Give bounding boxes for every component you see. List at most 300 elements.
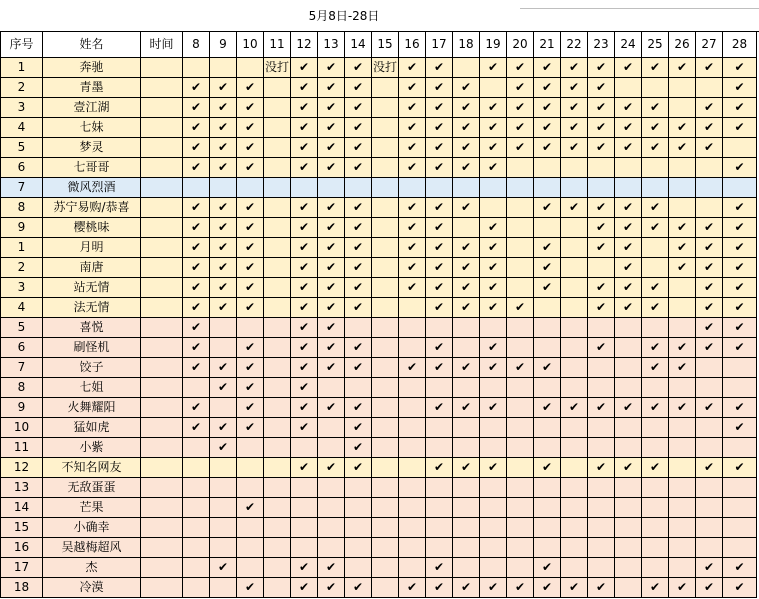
cell-empty[interactable] bbox=[345, 178, 372, 198]
cell-empty[interactable] bbox=[399, 298, 426, 318]
cell-index[interactable]: 5 bbox=[1, 318, 43, 338]
cell-empty[interactable] bbox=[264, 118, 291, 138]
cell-empty[interactable] bbox=[588, 558, 615, 578]
check-mark-icon[interactable]: ✔ bbox=[723, 238, 757, 258]
cell-empty[interactable] bbox=[237, 478, 264, 498]
cell-empty[interactable] bbox=[534, 338, 561, 358]
check-mark-icon[interactable]: ✔ bbox=[615, 278, 642, 298]
check-mark-icon[interactable]: ✔ bbox=[426, 118, 453, 138]
check-mark-icon[interactable]: ✔ bbox=[345, 338, 372, 358]
check-mark-icon[interactable]: ✔ bbox=[318, 158, 345, 178]
check-mark-icon[interactable]: ✔ bbox=[507, 98, 534, 118]
check-mark-icon[interactable]: ✔ bbox=[318, 138, 345, 158]
cell-empty[interactable] bbox=[615, 578, 642, 598]
cell-empty[interactable] bbox=[318, 438, 345, 458]
check-mark-icon[interactable]: ✔ bbox=[669, 338, 696, 358]
cell-empty[interactable] bbox=[588, 378, 615, 398]
check-mark-icon[interactable]: ✔ bbox=[318, 118, 345, 138]
check-mark-icon[interactable]: ✔ bbox=[480, 58, 507, 78]
check-mark-icon[interactable]: ✔ bbox=[642, 118, 669, 138]
cell-empty[interactable] bbox=[588, 158, 615, 178]
check-mark-icon[interactable]: ✔ bbox=[588, 118, 615, 138]
cell-empty[interactable] bbox=[264, 358, 291, 378]
cell-time[interactable] bbox=[141, 398, 183, 418]
cell-empty[interactable] bbox=[210, 398, 237, 418]
check-mark-icon[interactable]: ✔ bbox=[291, 458, 318, 478]
cell-empty[interactable] bbox=[507, 218, 534, 238]
cell-empty[interactable] bbox=[480, 558, 507, 578]
cell-empty[interactable] bbox=[372, 378, 399, 398]
cell-empty[interactable] bbox=[372, 418, 399, 438]
check-mark-icon[interactable]: ✔ bbox=[561, 78, 588, 98]
cell-empty[interactable] bbox=[534, 438, 561, 458]
cell-empty[interactable] bbox=[696, 538, 723, 558]
check-mark-icon[interactable]: ✔ bbox=[318, 358, 345, 378]
check-mark-icon[interactable]: ✔ bbox=[210, 358, 237, 378]
check-mark-icon[interactable]: ✔ bbox=[210, 158, 237, 178]
cell-empty[interactable] bbox=[696, 78, 723, 98]
check-mark-icon[interactable]: ✔ bbox=[237, 298, 264, 318]
cell-empty[interactable] bbox=[696, 498, 723, 518]
cell-empty[interactable] bbox=[399, 538, 426, 558]
check-mark-icon[interactable]: ✔ bbox=[642, 458, 669, 478]
cell-empty[interactable] bbox=[507, 198, 534, 218]
cell-empty[interactable] bbox=[507, 318, 534, 338]
cell-empty[interactable] bbox=[696, 378, 723, 398]
cell-empty[interactable] bbox=[642, 378, 669, 398]
cell-empty[interactable] bbox=[561, 258, 588, 278]
check-mark-icon[interactable]: ✔ bbox=[291, 298, 318, 318]
header-day[interactable]: 26 bbox=[669, 32, 696, 58]
cell-empty[interactable] bbox=[264, 318, 291, 338]
check-mark-icon[interactable]: ✔ bbox=[237, 138, 264, 158]
cell-empty[interactable] bbox=[588, 258, 615, 278]
check-mark-icon[interactable]: ✔ bbox=[345, 398, 372, 418]
check-mark-icon[interactable]: ✔ bbox=[318, 398, 345, 418]
header-day[interactable]: 13 bbox=[318, 32, 345, 58]
cell-empty[interactable] bbox=[345, 518, 372, 538]
cell-time[interactable] bbox=[141, 378, 183, 398]
check-mark-icon[interactable]: ✔ bbox=[561, 118, 588, 138]
cell-time[interactable] bbox=[141, 278, 183, 298]
cell-empty[interactable] bbox=[372, 538, 399, 558]
check-mark-icon[interactable]: ✔ bbox=[723, 578, 757, 598]
cell-name[interactable]: 奔驰 bbox=[43, 58, 141, 78]
cell-time[interactable] bbox=[141, 238, 183, 258]
check-mark-icon[interactable]: ✔ bbox=[291, 238, 318, 258]
check-mark-icon[interactable]: ✔ bbox=[480, 298, 507, 318]
check-mark-icon[interactable]: ✔ bbox=[183, 138, 210, 158]
cell-name[interactable]: 喜悦 bbox=[43, 318, 141, 338]
check-mark-icon[interactable]: ✔ bbox=[723, 58, 757, 78]
check-mark-icon[interactable]: ✔ bbox=[237, 398, 264, 418]
cell-empty[interactable] bbox=[399, 318, 426, 338]
cell-empty[interactable] bbox=[183, 438, 210, 458]
cell-empty[interactable] bbox=[588, 498, 615, 518]
cell-empty[interactable] bbox=[372, 238, 399, 258]
check-mark-icon[interactable]: ✔ bbox=[210, 98, 237, 118]
check-mark-icon[interactable]: ✔ bbox=[291, 318, 318, 338]
check-mark-icon[interactable]: ✔ bbox=[480, 278, 507, 298]
cell-empty[interactable] bbox=[426, 538, 453, 558]
cell-empty[interactable] bbox=[264, 238, 291, 258]
check-mark-icon[interactable]: ✔ bbox=[426, 338, 453, 358]
cell-index[interactable]: 1 bbox=[1, 58, 43, 78]
cell-empty[interactable] bbox=[507, 258, 534, 278]
header-name[interactable]: 姓名 bbox=[43, 32, 141, 58]
check-mark-icon[interactable]: ✔ bbox=[669, 578, 696, 598]
cell-empty[interactable] bbox=[615, 318, 642, 338]
cell-empty[interactable] bbox=[588, 518, 615, 538]
check-mark-icon[interactable]: ✔ bbox=[318, 98, 345, 118]
cell-empty[interactable] bbox=[507, 498, 534, 518]
cell-empty[interactable] bbox=[669, 418, 696, 438]
cell-empty[interactable] bbox=[264, 478, 291, 498]
cell-empty[interactable] bbox=[183, 478, 210, 498]
cell-empty[interactable] bbox=[372, 258, 399, 278]
cell-index[interactable]: 8 bbox=[1, 378, 43, 398]
cell-empty[interactable] bbox=[561, 418, 588, 438]
check-mark-icon[interactable]: ✔ bbox=[453, 198, 480, 218]
check-mark-icon[interactable]: ✔ bbox=[291, 558, 318, 578]
cell-empty[interactable] bbox=[264, 158, 291, 178]
cell-empty[interactable] bbox=[534, 298, 561, 318]
check-mark-icon[interactable]: ✔ bbox=[723, 118, 757, 138]
check-mark-icon[interactable]: ✔ bbox=[399, 78, 426, 98]
cell-empty[interactable] bbox=[615, 498, 642, 518]
cell-time[interactable] bbox=[141, 518, 183, 538]
header-day[interactable]: 23 bbox=[588, 32, 615, 58]
cell-empty[interactable] bbox=[561, 538, 588, 558]
cell-empty[interactable] bbox=[318, 498, 345, 518]
header-day[interactable]: 12 bbox=[291, 32, 318, 58]
check-mark-icon[interactable]: ✔ bbox=[426, 558, 453, 578]
check-mark-icon[interactable]: ✔ bbox=[426, 278, 453, 298]
cell-index[interactable]: 15 bbox=[1, 518, 43, 538]
check-mark-icon[interactable]: ✔ bbox=[291, 338, 318, 358]
cell-empty[interactable] bbox=[399, 558, 426, 578]
cell-empty[interactable] bbox=[696, 198, 723, 218]
check-mark-icon[interactable]: ✔ bbox=[669, 218, 696, 238]
cell-time[interactable] bbox=[141, 138, 183, 158]
header-day[interactable]: 9 bbox=[210, 32, 237, 58]
cell-empty[interactable] bbox=[264, 178, 291, 198]
cell-empty[interactable] bbox=[561, 338, 588, 358]
check-mark-icon[interactable]: ✔ bbox=[291, 258, 318, 278]
cell-empty[interactable] bbox=[615, 158, 642, 178]
check-mark-icon[interactable]: ✔ bbox=[534, 78, 561, 98]
cell-empty[interactable] bbox=[507, 398, 534, 418]
cell-time[interactable] bbox=[141, 178, 183, 198]
cell-empty[interactable] bbox=[426, 418, 453, 438]
cell-empty[interactable] bbox=[264, 418, 291, 438]
check-mark-icon[interactable]: ✔ bbox=[210, 418, 237, 438]
cell-empty[interactable] bbox=[372, 518, 399, 538]
cell-empty[interactable] bbox=[561, 498, 588, 518]
cell-empty[interactable] bbox=[480, 198, 507, 218]
check-mark-icon[interactable]: ✔ bbox=[588, 98, 615, 118]
check-mark-icon[interactable]: ✔ bbox=[399, 578, 426, 598]
cell-empty[interactable] bbox=[399, 338, 426, 358]
check-mark-icon[interactable]: ✔ bbox=[723, 298, 757, 318]
cell-empty[interactable] bbox=[453, 338, 480, 358]
check-mark-icon[interactable]: ✔ bbox=[534, 118, 561, 138]
check-mark-icon[interactable]: ✔ bbox=[615, 58, 642, 78]
check-mark-icon[interactable]: ✔ bbox=[588, 398, 615, 418]
check-mark-icon[interactable]: ✔ bbox=[453, 458, 480, 478]
cell-empty[interactable] bbox=[696, 358, 723, 378]
cell-empty[interactable] bbox=[642, 78, 669, 98]
check-mark-icon[interactable]: ✔ bbox=[723, 398, 757, 418]
check-mark-icon[interactable]: ✔ bbox=[615, 398, 642, 418]
check-mark-icon[interactable]: ✔ bbox=[210, 118, 237, 138]
check-mark-icon[interactable]: ✔ bbox=[237, 218, 264, 238]
check-mark-icon[interactable]: ✔ bbox=[453, 78, 480, 98]
check-mark-icon[interactable]: ✔ bbox=[237, 278, 264, 298]
check-mark-icon[interactable]: ✔ bbox=[534, 458, 561, 478]
cell-empty[interactable] bbox=[318, 418, 345, 438]
cell-empty[interactable] bbox=[723, 178, 757, 198]
cell-empty[interactable] bbox=[453, 478, 480, 498]
check-mark-icon[interactable]: ✔ bbox=[237, 158, 264, 178]
check-mark-icon[interactable]: ✔ bbox=[426, 218, 453, 238]
header-day[interactable]: 10 bbox=[237, 32, 264, 58]
cell-empty[interactable] bbox=[399, 438, 426, 458]
header-day[interactable]: 28 bbox=[723, 32, 757, 58]
cell-index[interactable]: 12 bbox=[1, 458, 43, 478]
cell-index[interactable]: 13 bbox=[1, 478, 43, 498]
cell-empty[interactable] bbox=[426, 438, 453, 458]
cell-empty[interactable] bbox=[669, 178, 696, 198]
cell-index[interactable]: 5 bbox=[1, 138, 43, 158]
cell-empty[interactable] bbox=[480, 378, 507, 398]
cell-name[interactable]: 微风烈酒 bbox=[43, 178, 141, 198]
cell-empty[interactable] bbox=[615, 178, 642, 198]
check-mark-icon[interactable]: ✔ bbox=[696, 58, 723, 78]
cell-empty[interactable] bbox=[642, 158, 669, 178]
cell-note[interactable]: 没打 bbox=[372, 58, 399, 78]
check-mark-icon[interactable]: ✔ bbox=[723, 78, 757, 98]
cell-empty[interactable] bbox=[372, 438, 399, 458]
cell-empty[interactable] bbox=[210, 58, 237, 78]
cell-empty[interactable] bbox=[372, 398, 399, 418]
check-mark-icon[interactable]: ✔ bbox=[588, 458, 615, 478]
header-day[interactable]: 20 bbox=[507, 32, 534, 58]
cell-empty[interactable] bbox=[480, 498, 507, 518]
check-mark-icon[interactable]: ✔ bbox=[615, 218, 642, 238]
cell-name[interactable]: 法无情 bbox=[43, 298, 141, 318]
cell-empty[interactable] bbox=[534, 538, 561, 558]
check-mark-icon[interactable]: ✔ bbox=[480, 338, 507, 358]
cell-time[interactable] bbox=[141, 258, 183, 278]
check-mark-icon[interactable]: ✔ bbox=[588, 298, 615, 318]
check-mark-icon[interactable]: ✔ bbox=[534, 558, 561, 578]
check-mark-icon[interactable]: ✔ bbox=[723, 158, 757, 178]
check-mark-icon[interactable]: ✔ bbox=[345, 238, 372, 258]
cell-empty[interactable] bbox=[237, 438, 264, 458]
cell-empty[interactable] bbox=[696, 178, 723, 198]
check-mark-icon[interactable]: ✔ bbox=[696, 398, 723, 418]
check-mark-icon[interactable]: ✔ bbox=[534, 278, 561, 298]
check-mark-icon[interactable]: ✔ bbox=[696, 298, 723, 318]
check-mark-icon[interactable]: ✔ bbox=[345, 458, 372, 478]
cell-empty[interactable] bbox=[669, 538, 696, 558]
cell-empty[interactable] bbox=[291, 478, 318, 498]
cell-empty[interactable] bbox=[372, 458, 399, 478]
check-mark-icon[interactable]: ✔ bbox=[318, 318, 345, 338]
check-mark-icon[interactable]: ✔ bbox=[345, 118, 372, 138]
check-mark-icon[interactable]: ✔ bbox=[588, 198, 615, 218]
check-mark-icon[interactable]: ✔ bbox=[723, 418, 757, 438]
cell-empty[interactable] bbox=[264, 538, 291, 558]
check-mark-icon[interactable]: ✔ bbox=[426, 198, 453, 218]
cell-empty[interactable] bbox=[669, 378, 696, 398]
check-mark-icon[interactable]: ✔ bbox=[669, 138, 696, 158]
check-mark-icon[interactable]: ✔ bbox=[237, 418, 264, 438]
check-mark-icon[interactable]: ✔ bbox=[723, 338, 757, 358]
check-mark-icon[interactable]: ✔ bbox=[183, 98, 210, 118]
cell-empty[interactable] bbox=[237, 538, 264, 558]
cell-empty[interactable] bbox=[642, 418, 669, 438]
cell-empty[interactable] bbox=[264, 298, 291, 318]
cell-empty[interactable] bbox=[561, 318, 588, 338]
check-mark-icon[interactable]: ✔ bbox=[669, 398, 696, 418]
cell-empty[interactable] bbox=[426, 478, 453, 498]
cell-name[interactable]: 火舞耀阳 bbox=[43, 398, 141, 418]
header-time[interactable]: 时间 bbox=[141, 32, 183, 58]
cell-empty[interactable] bbox=[453, 378, 480, 398]
cell-empty[interactable] bbox=[210, 478, 237, 498]
check-mark-icon[interactable]: ✔ bbox=[561, 398, 588, 418]
cell-empty[interactable] bbox=[318, 378, 345, 398]
cell-empty[interactable] bbox=[588, 438, 615, 458]
check-mark-icon[interactable]: ✔ bbox=[237, 78, 264, 98]
cell-empty[interactable] bbox=[480, 538, 507, 558]
cell-empty[interactable] bbox=[669, 438, 696, 458]
cell-empty[interactable] bbox=[453, 538, 480, 558]
cell-empty[interactable] bbox=[696, 518, 723, 538]
check-mark-icon[interactable]: ✔ bbox=[345, 358, 372, 378]
check-mark-icon[interactable]: ✔ bbox=[507, 138, 534, 158]
cell-empty[interactable] bbox=[534, 158, 561, 178]
check-mark-icon[interactable]: ✔ bbox=[615, 118, 642, 138]
cell-empty[interactable] bbox=[210, 498, 237, 518]
check-mark-icon[interactable]: ✔ bbox=[237, 358, 264, 378]
cell-empty[interactable] bbox=[669, 558, 696, 578]
cell-empty[interactable] bbox=[318, 478, 345, 498]
check-mark-icon[interactable]: ✔ bbox=[345, 438, 372, 458]
check-mark-icon[interactable]: ✔ bbox=[453, 298, 480, 318]
check-mark-icon[interactable]: ✔ bbox=[453, 398, 480, 418]
cell-empty[interactable] bbox=[696, 158, 723, 178]
cell-name[interactable]: 苏宁易购/恭喜 bbox=[43, 198, 141, 218]
cell-empty[interactable] bbox=[399, 478, 426, 498]
check-mark-icon[interactable]: ✔ bbox=[426, 158, 453, 178]
cell-empty[interactable] bbox=[507, 338, 534, 358]
check-mark-icon[interactable]: ✔ bbox=[426, 238, 453, 258]
cell-empty[interactable] bbox=[453, 58, 480, 78]
check-mark-icon[interactable]: ✔ bbox=[588, 78, 615, 98]
cell-name[interactable]: 南唐 bbox=[43, 258, 141, 278]
cell-empty[interactable] bbox=[183, 578, 210, 598]
cell-time[interactable] bbox=[141, 498, 183, 518]
cell-empty[interactable] bbox=[588, 418, 615, 438]
check-mark-icon[interactable]: ✔ bbox=[291, 98, 318, 118]
cell-empty[interactable] bbox=[399, 178, 426, 198]
check-mark-icon[interactable]: ✔ bbox=[480, 578, 507, 598]
check-mark-icon[interactable]: ✔ bbox=[210, 258, 237, 278]
cell-empty[interactable] bbox=[642, 258, 669, 278]
check-mark-icon[interactable]: ✔ bbox=[210, 378, 237, 398]
check-mark-icon[interactable]: ✔ bbox=[507, 298, 534, 318]
check-mark-icon[interactable]: ✔ bbox=[210, 198, 237, 218]
check-mark-icon[interactable]: ✔ bbox=[183, 298, 210, 318]
check-mark-icon[interactable]: ✔ bbox=[237, 238, 264, 258]
cell-note[interactable]: 没打 bbox=[264, 58, 291, 78]
check-mark-icon[interactable]: ✔ bbox=[237, 98, 264, 118]
check-mark-icon[interactable]: ✔ bbox=[345, 278, 372, 298]
cell-empty[interactable] bbox=[345, 558, 372, 578]
check-mark-icon[interactable]: ✔ bbox=[453, 238, 480, 258]
cell-empty[interactable] bbox=[669, 458, 696, 478]
cell-empty[interactable] bbox=[534, 318, 561, 338]
cell-empty[interactable] bbox=[588, 178, 615, 198]
cell-empty[interactable] bbox=[399, 498, 426, 518]
check-mark-icon[interactable]: ✔ bbox=[588, 218, 615, 238]
check-mark-icon[interactable]: ✔ bbox=[318, 578, 345, 598]
cell-empty[interactable] bbox=[264, 438, 291, 458]
check-mark-icon[interactable]: ✔ bbox=[345, 578, 372, 598]
cell-index[interactable]: 4 bbox=[1, 298, 43, 318]
cell-index[interactable]: 18 bbox=[1, 578, 43, 598]
check-mark-icon[interactable]: ✔ bbox=[345, 218, 372, 238]
check-mark-icon[interactable]: ✔ bbox=[318, 258, 345, 278]
check-mark-icon[interactable]: ✔ bbox=[534, 578, 561, 598]
cell-empty[interactable] bbox=[264, 338, 291, 358]
check-mark-icon[interactable]: ✔ bbox=[453, 98, 480, 118]
check-mark-icon[interactable]: ✔ bbox=[534, 358, 561, 378]
check-mark-icon[interactable]: ✔ bbox=[642, 298, 669, 318]
check-mark-icon[interactable]: ✔ bbox=[615, 98, 642, 118]
cell-time[interactable] bbox=[141, 458, 183, 478]
cell-time[interactable] bbox=[141, 298, 183, 318]
check-mark-icon[interactable]: ✔ bbox=[723, 198, 757, 218]
cell-name[interactable]: 饺子 bbox=[43, 358, 141, 378]
cell-name[interactable]: 芒果 bbox=[43, 498, 141, 518]
check-mark-icon[interactable]: ✔ bbox=[426, 578, 453, 598]
cell-empty[interactable] bbox=[210, 578, 237, 598]
cell-empty[interactable] bbox=[237, 58, 264, 78]
cell-empty[interactable] bbox=[210, 338, 237, 358]
cell-empty[interactable] bbox=[372, 578, 399, 598]
cell-empty[interactable] bbox=[291, 178, 318, 198]
cell-time[interactable] bbox=[141, 218, 183, 238]
cell-empty[interactable] bbox=[399, 378, 426, 398]
check-mark-icon[interactable]: ✔ bbox=[453, 578, 480, 598]
cell-empty[interactable] bbox=[615, 418, 642, 438]
cell-time[interactable] bbox=[141, 418, 183, 438]
cell-empty[interactable] bbox=[588, 318, 615, 338]
cell-name[interactable]: 杰 bbox=[43, 558, 141, 578]
cell-time[interactable] bbox=[141, 118, 183, 138]
check-mark-icon[interactable]: ✔ bbox=[723, 318, 757, 338]
check-mark-icon[interactable]: ✔ bbox=[210, 138, 237, 158]
cell-empty[interactable] bbox=[669, 518, 696, 538]
cell-empty[interactable] bbox=[264, 558, 291, 578]
check-mark-icon[interactable]: ✔ bbox=[237, 498, 264, 518]
cell-empty[interactable] bbox=[210, 318, 237, 338]
cell-empty[interactable] bbox=[480, 178, 507, 198]
